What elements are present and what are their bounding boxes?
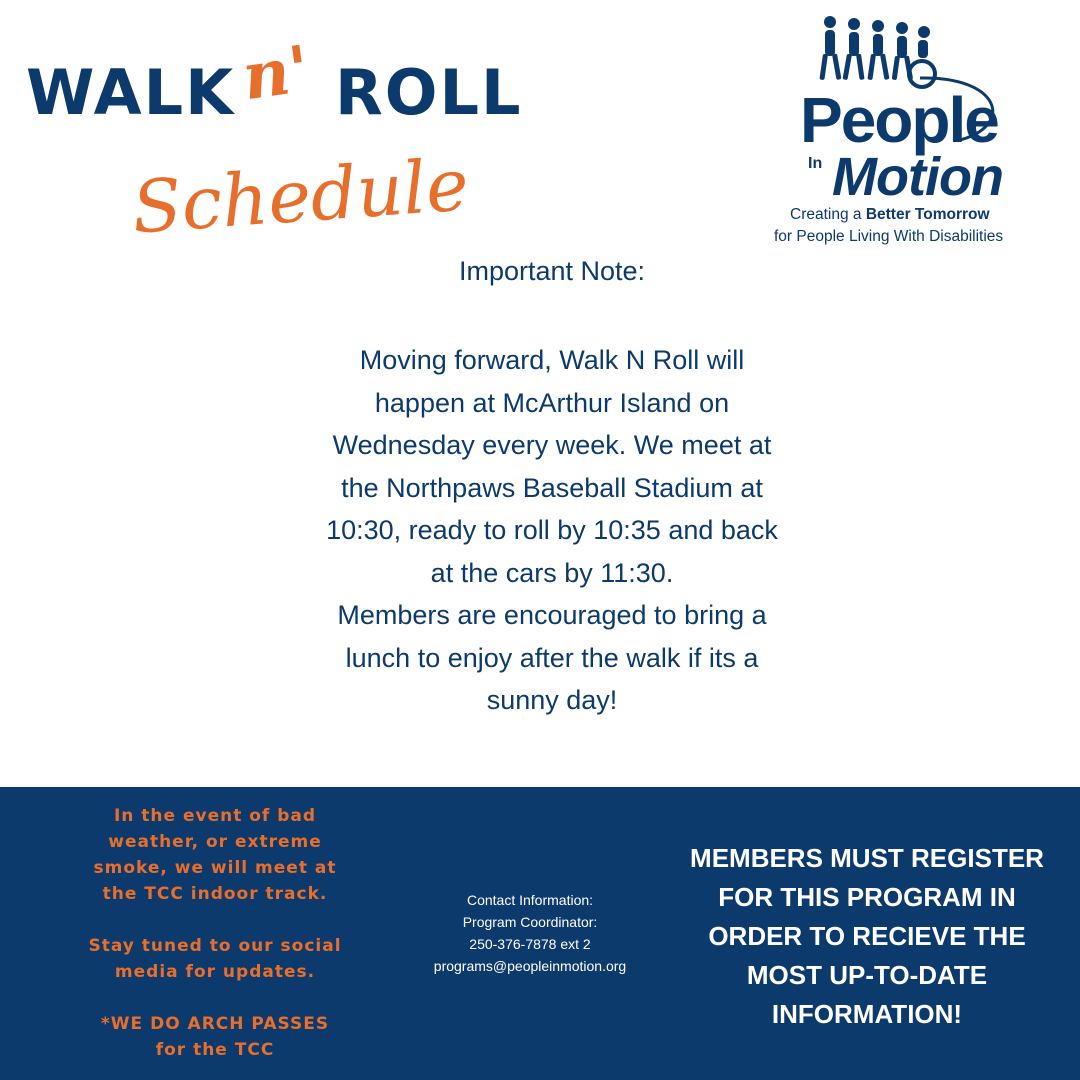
register-line: INFORMATION! bbox=[771, 999, 963, 1029]
logo-in-text: In bbox=[808, 155, 823, 172]
note-line: Moving forward, Walk N Roll will bbox=[359, 345, 745, 375]
note-line: lunch to enjoy after the walk if its a bbox=[345, 642, 759, 673]
note-line: happen at McArthur Island on bbox=[374, 387, 730, 418]
register-notice bbox=[680, 839, 1054, 1034]
people-in-motion-logo bbox=[770, 10, 1050, 250]
spacer bbox=[70, 907, 360, 933]
note-heading: Important Note: bbox=[458, 256, 646, 286]
logo-tagline-line2: for People Living With Disabilities bbox=[774, 228, 1004, 245]
logo-tagline-bold: Better Tomorrow bbox=[865, 206, 990, 223]
note-line: Wednesday every week. We meet at bbox=[332, 430, 772, 460]
weather-line: weather, or extreme bbox=[108, 832, 322, 852]
contact-email: programs@peopleinmotion.org bbox=[433, 958, 627, 974]
title-walk: WALK bbox=[26, 56, 236, 129]
weather-notice bbox=[70, 803, 360, 1063]
weather-line: for the TCC bbox=[155, 1040, 275, 1060]
weather-line: smoke, we will meet at bbox=[93, 858, 337, 878]
register-line: MOST UP-TO-DATE bbox=[746, 960, 988, 990]
weather-line: media for updates. bbox=[114, 962, 316, 982]
weather-line: the TCC indoor track. bbox=[102, 884, 328, 904]
note-line: at the cars by 11:30. bbox=[430, 557, 674, 588]
register-line: ORDER TO RECIEVE THE bbox=[708, 921, 1026, 951]
logo-tagline-prefix: Creating a bbox=[790, 206, 866, 223]
weather-line: Stay tuned to our social bbox=[88, 936, 342, 956]
contact-line: Contact Information: bbox=[466, 892, 594, 908]
register-line: MEMBERS MUST REGISTER bbox=[690, 843, 1044, 873]
logo-motion-text: Motion bbox=[832, 147, 1003, 207]
logo-people-text: People bbox=[800, 84, 998, 156]
weather-line: In the event of bad bbox=[113, 806, 317, 826]
note-line: 10:30, ready to roll by 10:35 and back bbox=[326, 515, 778, 545]
contact-info bbox=[410, 889, 650, 977]
note-line: the Northpaws Baseball Stadium at bbox=[341, 472, 763, 503]
contact-line: Program Coordinator: bbox=[462, 914, 598, 930]
contact-phone: 250-376-7878 ext 2 bbox=[469, 936, 591, 952]
note-line: sunny day! bbox=[486, 685, 618, 715]
spacer bbox=[70, 985, 360, 1011]
footer-banner bbox=[0, 787, 1080, 1080]
note-body bbox=[290, 339, 814, 722]
note-line: Members are encouraged to bring a bbox=[337, 600, 767, 630]
title-schedule: Schedule bbox=[129, 142, 472, 250]
weather-line: *WE DO ARCH PASSES bbox=[100, 1014, 330, 1034]
logo-tagline-line1 bbox=[790, 206, 990, 224]
register-line: FOR THIS PROGRAM IN bbox=[718, 882, 1016, 912]
title-n: n' bbox=[238, 31, 314, 116]
title-roll: ROLL bbox=[335, 56, 523, 129]
